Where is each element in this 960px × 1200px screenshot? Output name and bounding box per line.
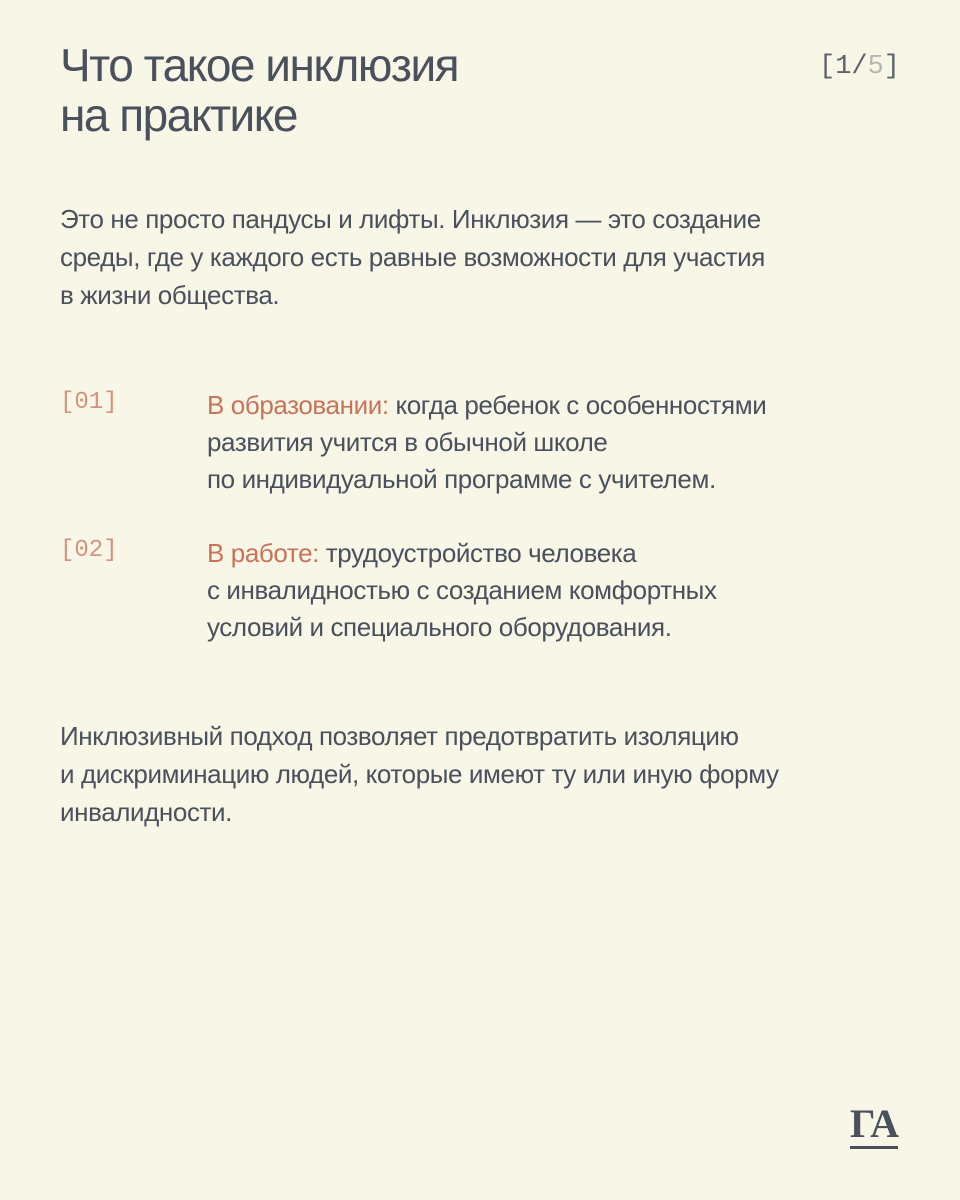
- title-line: на практике: [60, 89, 297, 141]
- item-label: В работе:: [207, 538, 319, 568]
- intro-line: среды, где у каждого есть равные возможности для участия: [60, 242, 765, 272]
- page-open-bracket: [: [818, 52, 836, 82]
- item-number: [01]: [60, 389, 118, 416]
- item-first-line: [207, 387, 907, 424]
- brand-logo: ГА: [850, 1104, 898, 1149]
- page-current: 1: [835, 52, 852, 82]
- outro-paragraph: [60, 717, 910, 831]
- item-line: условий и специального оборудования.: [207, 612, 672, 642]
- page-total: 5: [867, 52, 884, 82]
- outro-line: инвалидности.: [60, 797, 233, 827]
- outro-line: и дискриминацию людей, которые имеют ту или иную форму: [60, 759, 779, 789]
- title-line: Что такое инклюзия: [60, 39, 459, 91]
- item-line: по индивидуальной программе с учителем.: [207, 464, 716, 494]
- intro-line: Это не просто пандусы и лифты. Инклюзия — это создание: [60, 204, 761, 234]
- item-line: с инвалидностью с созданием комфортных: [207, 575, 717, 605]
- page-title: [60, 40, 760, 140]
- item-text: [207, 387, 907, 498]
- item-first-line: [207, 535, 907, 572]
- page-slash: /: [851, 52, 868, 82]
- item-line: развития учится в обычной школе: [207, 427, 608, 457]
- item-text: [207, 535, 907, 646]
- outro-line: Инклюзивный подход позволяет предотвратить изоляцию: [60, 721, 739, 751]
- item-label: В образовании:: [207, 390, 389, 420]
- page-close-bracket: ]: [883, 52, 900, 82]
- item-first-line-rest: трудоустройство человека: [318, 538, 637, 568]
- intro-line: в жизни общества.: [60, 280, 280, 310]
- page-indicator: [819, 52, 900, 82]
- intro-paragraph: [60, 200, 890, 314]
- item-first-line-rest: когда ребенок с особенностями: [388, 390, 767, 420]
- item-number: [02]: [60, 537, 118, 564]
